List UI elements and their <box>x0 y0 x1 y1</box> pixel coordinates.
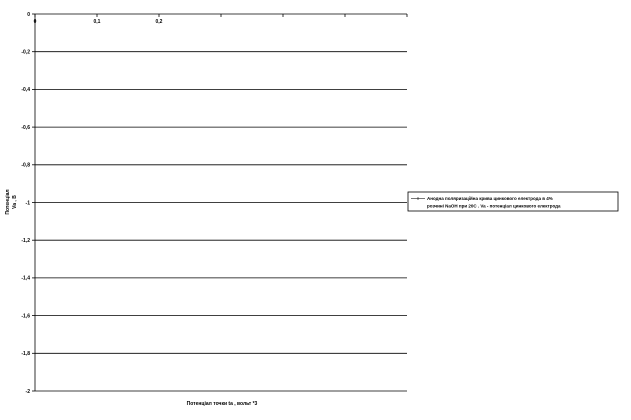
x-tick-label: 0,1 <box>93 19 101 25</box>
legend <box>408 192 618 211</box>
x-tick-labels <box>34 14 407 25</box>
x-axis-title: Потенціал точки ta , вольт *3 <box>186 401 258 407</box>
legend-series-label-line-1: Анодна поляризаційна крива цинкового електрода в 4% <box>427 196 553 201</box>
y-tick-label: -0,2 <box>21 49 30 56</box>
y-tick-label: -1,8 <box>21 351 30 358</box>
legend-series-label-line-2: розчині NaOH при 20С . Va - потенціал цинкового електрода <box>427 203 561 209</box>
y-tick-label: -0,6 <box>21 124 30 131</box>
y-axis-title-line-1: Потенціал <box>5 189 11 215</box>
legend-series-marker <box>417 197 419 199</box>
y-tick-label: -0,8 <box>21 162 30 169</box>
y-tick-label: -1,2 <box>21 238 30 244</box>
y-tick-label: -2 <box>25 388 30 395</box>
y-axis-title-line-2: Va , B <box>12 195 18 209</box>
y-tick-label: -0,4 <box>21 87 30 94</box>
grid-lines <box>35 52 407 391</box>
x-tick-label: 0 <box>33 19 37 25</box>
y-tick-label: -1,4 <box>21 275 30 282</box>
y-tick-label: -1,6 <box>21 313 30 320</box>
y-tick-labels <box>21 12 35 395</box>
y-tick-label: 0 <box>27 11 30 18</box>
x-tick-label: 0,2 <box>155 19 163 25</box>
y-tick-label: -1 <box>25 200 30 207</box>
